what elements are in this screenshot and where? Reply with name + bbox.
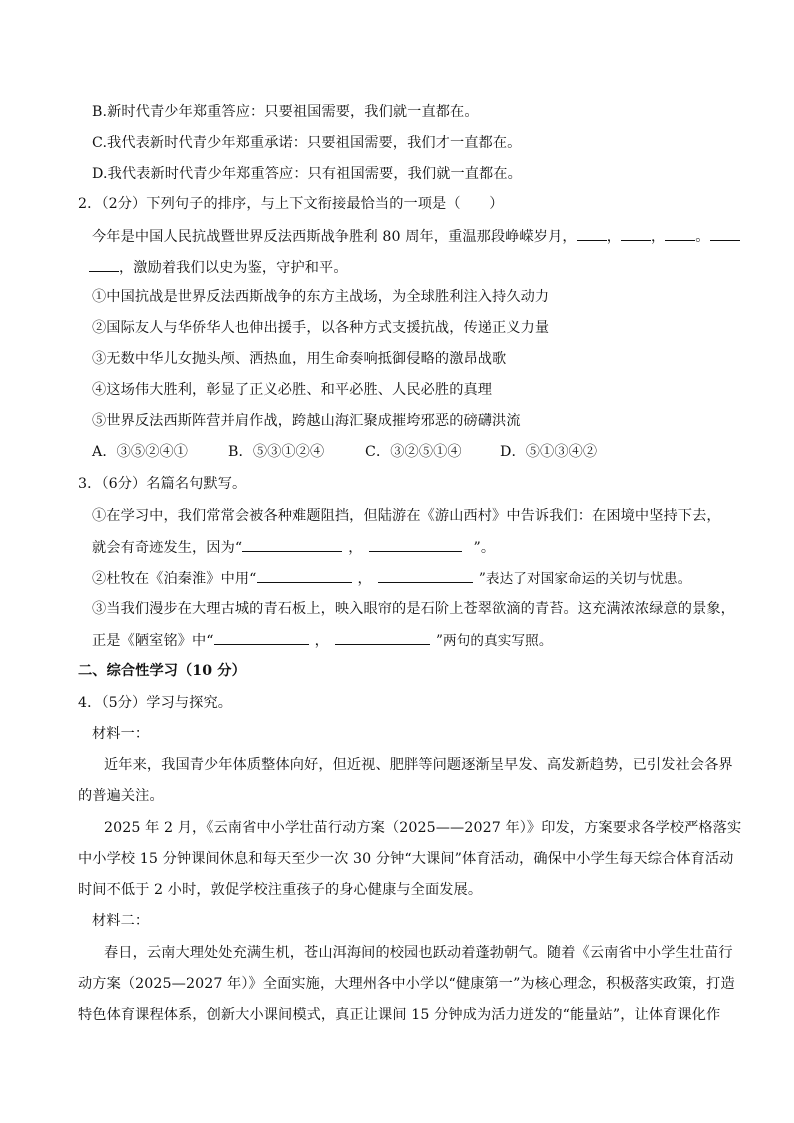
q4-stem: 4．（5分）学习与探究。	[78, 695, 233, 711]
q2-passage-text: ，激励着我们以史为鉴，守护和平。	[119, 260, 348, 276]
answer-blank[interactable]	[257, 568, 352, 583]
material-1-label: 材料一：	[92, 726, 150, 742]
section-title: 二、综合性学习（10 分）	[78, 663, 246, 679]
material-2-line2: 动方案（2025—2027 年）》全面实施，大理州各中小学以“健康第一”为核心理念，积极落实政策，打造	[78, 976, 735, 992]
punctuation: ，	[357, 571, 372, 587]
material-2-line3: 特色体育课程体系，创新大小课间模式，真正让课间 15 分钟成为活力迸发的“能量站”，让体育课化作	[78, 1007, 721, 1023]
q2-choice-b[interactable]: B．⑤③①②④	[228, 444, 325, 460]
q2-passage-text: 今年是中国人民抗战暨世界反法西斯战争胜利 80 周年，重温那段峥嵘岁月，	[92, 229, 577, 245]
q2-sentence-4: ④这场伟大胜利，彰显了正义必胜、和平必胜、人民必胜的真理	[92, 382, 493, 398]
punctuation: ，	[606, 229, 621, 245]
answer-blank[interactable]	[378, 568, 473, 583]
answer-blank[interactable]	[335, 630, 430, 645]
q3-text: 就会有奇迹发生，因为“	[92, 540, 243, 556]
material-1-para2-line1: 2025 年 2 月，《云南省中小学壮苗行动方案（2025——2027 年）》印发，方案要求各学校严格落实	[104, 820, 742, 836]
punctuation: 。	[695, 229, 710, 245]
q3-text: ②杜牧在《泊秦淮》中用“	[92, 571, 257, 587]
answer-blank[interactable]	[665, 226, 695, 241]
material-1-para2-line2: 中小学校 15 分钟课间休息和每天至少一次 30 分钟“大课间”体育活动，确保中小学生每天综合体育活动	[78, 851, 734, 867]
material-1-para1-line2: 的普遍关注。	[78, 788, 164, 804]
q2-sentence-5: ⑤世界反法西斯阵营并肩作战，跨越山海汇聚成摧垮邪恶的磅礴洪流	[92, 413, 521, 429]
q3-stem: 3．（6分）名篇名句默写。	[78, 476, 247, 492]
answer-blank[interactable]	[242, 537, 342, 552]
q3-text: 正是《陋室铭》中“	[92, 633, 214, 649]
q2-sentence-3: ③无数中华儿女抛头颅、洒热血，用生命奏响抵御侵略的激昂战歌	[92, 351, 507, 367]
q2-choice-d[interactable]: D．⑤①③④②	[500, 444, 598, 460]
q2-sentence-1: ①中国抗战是世界反法西斯战争的东方主战场，为全球胜利注入持久动力	[92, 289, 550, 305]
q3-item1-line1: ①在学习中，我们常常会被各种难题阻挡，但陆游在《游山西村》中告诉我们：在困境中坚持下去，	[92, 508, 721, 524]
q3-text: ”。	[473, 540, 496, 556]
q2-passage-line2	[78, 257, 348, 278]
q3-item1-line2	[92, 537, 495, 558]
q3-item3-line1: ③当我们漫步在大理古城的青石板上，映入眼帘的是石阶上苍翠欲滴的青苔。这充满浓浓绿意的景象，	[92, 601, 735, 617]
q2-sentence-2: ②国际友人与华侨华人也伸出援手，以各种方式支援抗战，传递正义力量	[92, 320, 550, 336]
answer-blank[interactable]	[369, 537, 462, 552]
material-2-line1: 春日，云南大理处处充满生机，苍山洱海间的校园也跃动着蓬勃朝气。随着《云南省中小学生壮苗行	[104, 945, 733, 961]
q3-item2	[92, 568, 691, 589]
q2-choice-c[interactable]: C．③②⑤①④	[365, 444, 462, 460]
material-1-para2-line3: 时间不低于 2 小时，敦促学校注重孩子的身心健康与全面发展。	[78, 882, 483, 898]
punctuation: ，	[348, 540, 363, 556]
q1-option-c: C.我代表新时代青少年郑重承诺：只要祖国需要，我们才一直都在。	[92, 135, 522, 151]
q2-passage-line1	[92, 226, 740, 247]
material-2-label: 材料二：	[92, 913, 150, 929]
answer-blank[interactable]	[710, 226, 740, 241]
q3-text: ”两句的真实写照。	[435, 633, 553, 649]
answer-blank[interactable]	[577, 226, 607, 241]
punctuation: ，	[314, 633, 329, 649]
punctuation: ，	[650, 229, 666, 245]
q1-option-d: D.我代表新时代青少年郑重答应：只有祖国需要，我们就一直都在。	[92, 166, 522, 182]
material-1-para1-line1: 近年来，我国青少年体质整体向好，但近视、肥胖等问题逐渐呈早发、高发新趋势，已引发社会各界	[104, 757, 733, 773]
answer-blank[interactable]	[214, 630, 309, 645]
answer-blank[interactable]	[621, 226, 651, 241]
q2-choice-a[interactable]: A．③⑤②④①	[92, 444, 189, 460]
q2-stem: 2．（2分）下列句子的排序，与上下文衔接最恰当的一项是（ ）	[78, 196, 504, 212]
q3-text: ”表达了对国家命运的关切与忧患。	[478, 571, 692, 587]
answer-blank[interactable]	[89, 257, 119, 272]
q1-option-b: B.新时代青少年郑重答应：只要祖国需要，我们就一直都在。	[92, 104, 479, 120]
q3-item3-line2	[92, 630, 553, 651]
